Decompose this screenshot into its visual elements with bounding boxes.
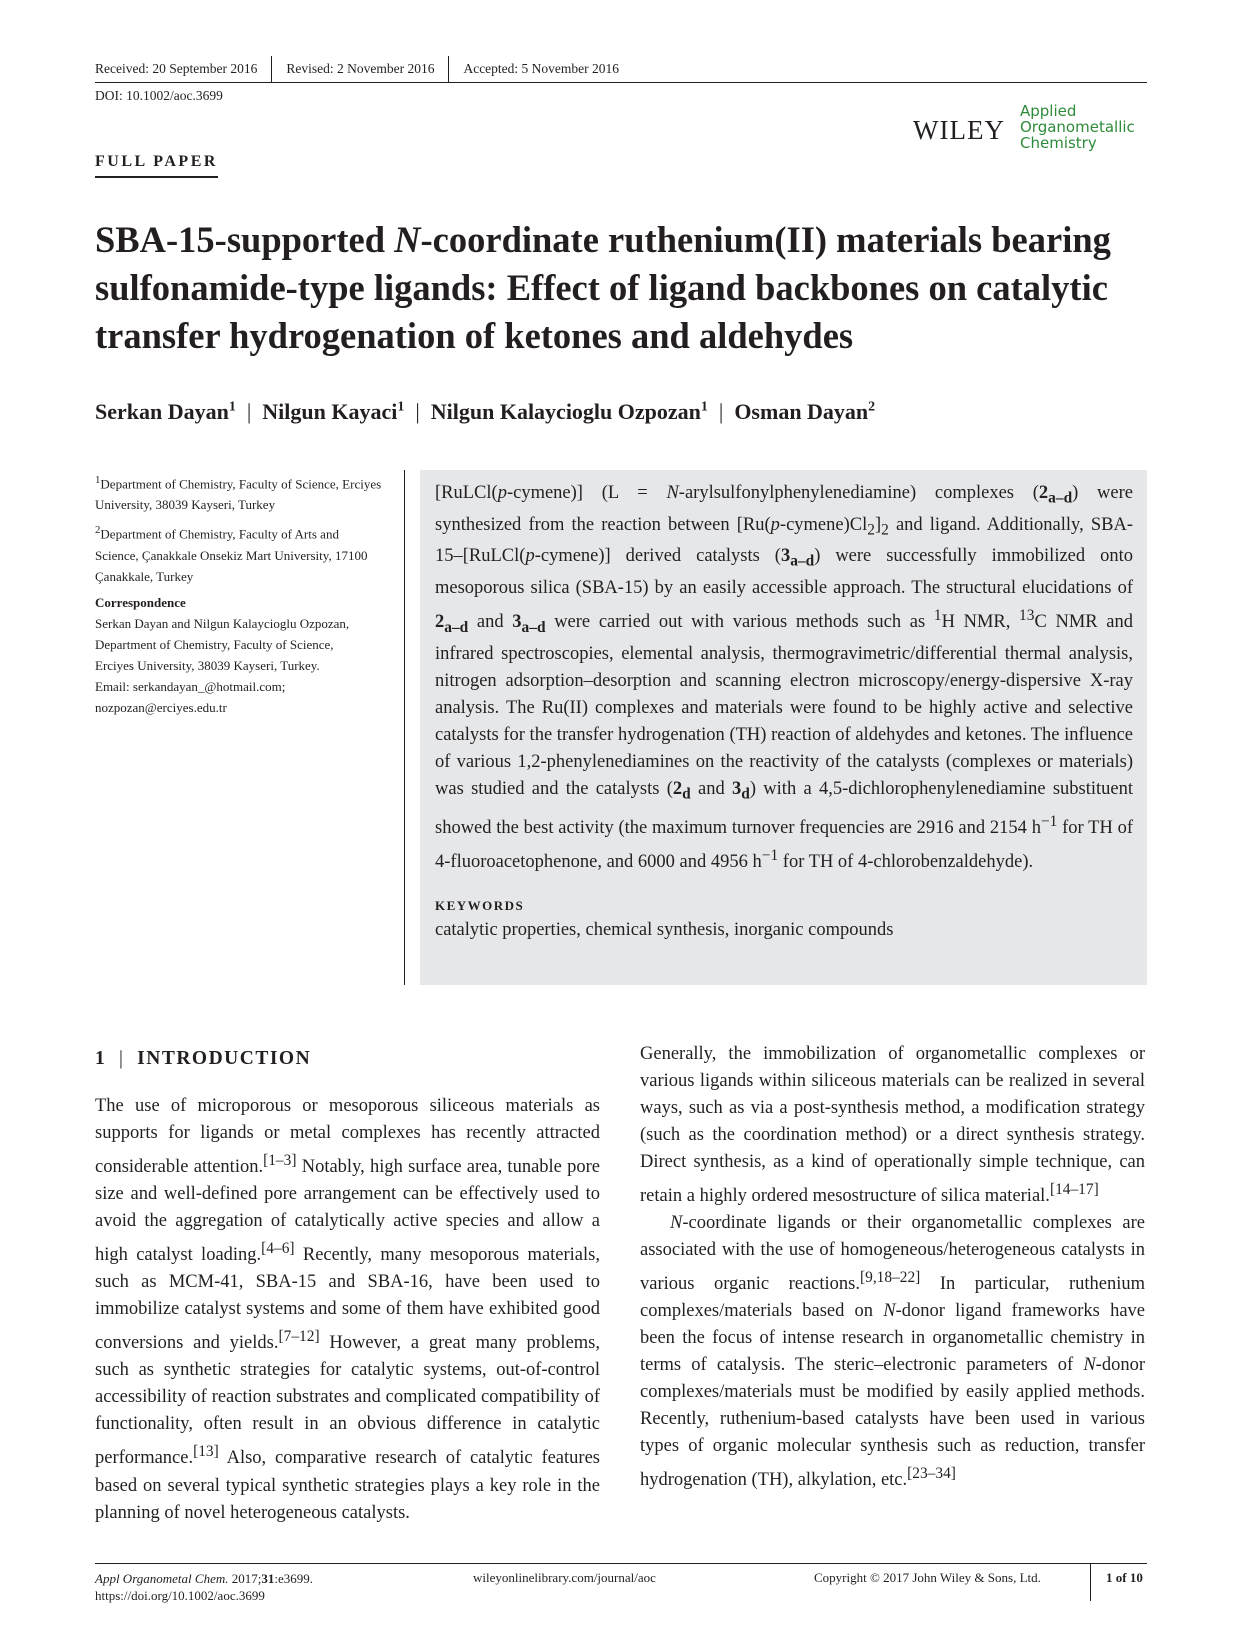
title-part: SBA-15-supported (95, 219, 395, 260)
citation: [7–12] (278, 1328, 320, 1346)
author-affil-ref: 1 (397, 399, 405, 415)
affil-num: 2 (95, 524, 101, 537)
journal-line-3: Chemistry (1020, 134, 1097, 152)
author-affil-ref: 2 (868, 399, 876, 415)
citation: [4–6] (261, 1240, 295, 1258)
author-name: Nilgun Kayaci (262, 399, 398, 424)
affil-text: Department of Chemistry, Faculty of Arts and Science, Çanakkale Onsekiz Mart University, 17100 Çanakkale, Turkey (95, 526, 368, 584)
correspondence-line: Erciyes University, 38039 Kayseri, Turkey. (95, 657, 320, 673)
journal-logo (913, 101, 1153, 157)
journal-name (1020, 103, 1135, 151)
affiliation-2 (95, 520, 385, 586)
author-name: Osman Dayan (734, 399, 869, 424)
citation-footer: Appl Organometal Chem. 2017;31:e3699. https://doi.org/10.1002/aoc.3699 (95, 1571, 313, 1603)
correspondence-line: Department of Chemistry, Faculty of Science, (95, 636, 334, 652)
footer-divider (1090, 1563, 1091, 1601)
author-affil-ref: 1 (228, 399, 236, 415)
title-italic: N (394, 219, 421, 260)
correspondence-line: Serkan Dayan and Nilgun Kalaycioglu Ozpozan, (95, 615, 350, 631)
correspondence-heading: Correspondence (95, 594, 186, 610)
journal-site-link[interactable]: wileyonlinelibrary.com/journal/aoc (473, 1570, 656, 1585)
section-title: INTRODUCTION (137, 1048, 312, 1069)
keywords: catalytic properties, chemical synthesis, inorganic compounds (435, 919, 894, 940)
doi-link[interactable]: https://doi.org/10.1002/aoc.3699 (95, 1588, 265, 1603)
footer-rule (95, 1563, 1147, 1564)
author-name: Nilgun Kalaycioglu Ozpozan (430, 399, 701, 424)
affil-text: Department of Chemistry, Faculty of Science, Erciyes University, 38039 Kayseri, Turkey (95, 476, 382, 513)
author-list (95, 399, 875, 425)
author-name: Serkan Dayan (95, 399, 229, 424)
citation: [23–34] (907, 1465, 956, 1483)
paragraph: N-coordinate ligands or their organometallic complexes are associated with the use of homogeneous/heterogeneous catalysts in various organic reactions.[9,18–22] In particular, ruthenium complexes/materials based on N-donor ligand frameworks have been the focus of intense research in organometallic chemistry in terms of catalysis. The steric–electronic parameters of N-donor complexes/materials must be modified by easily applied methods. Recently, ruthenium-based catalysts have been used in various types of organic molecular synthesis such as reduction, transfer hydrogenation (TH), alkylation, etc.[23–34] (640, 1213, 1146, 1491)
dates-bar (95, 56, 1147, 83)
section-separator: | (119, 1048, 125, 1069)
author-separator: | (246, 399, 252, 424)
citation: [1–3] (263, 1152, 297, 1169)
accepted-date: Accepted: 5 November 2016 (463, 61, 620, 76)
body-column-right (640, 1041, 1145, 1494)
page-number: 1 of 10 (1106, 1570, 1143, 1585)
affil-num: 1 (95, 474, 101, 486)
paper-title (95, 216, 1155, 360)
correspondence-email: Email: serkandayan_@hotmail.com; (95, 678, 286, 694)
section-number: 1 (95, 1048, 107, 1069)
copyright: Copyright © 2017 John Wiley & Sons, Ltd. (814, 1570, 1041, 1585)
divider-line (404, 470, 405, 985)
paragraph: Generally, the immobilization of organometallic complexes or various ligands within siliceous materials can be realized in several ways, such as via a post-synthesis method, a modification strategy (such as the coordination method) or a direct synthesis strategy. Direct synthesis, as a kind of operationally simple technique, can retain a highly ordered mesostructure of silica material.[14–17] (640, 1044, 1145, 1207)
citation: [14–17] (1049, 1181, 1099, 1198)
abstract-text: [RuLCl(p-cymene)] (L = N-arylsulfonylphenylenediamine) complexes $(2_{a-d})$ were synthesized from the reaction between $[Ru(p-cymene)Cl_2]_2$ and ligand. Additionally, SBA-15–[RuLCl(p-cymene)] derived catalysts $(3_{a-d})$ were successfully immobilized onto mesoporous silica (SBA-15) by an easily accessible approach. The structural elucidations of $2_{a-d}$ and $3_{a-d}$ were carried out with various methods such as $^1$H NMR, $^{13}$C NMR and infrared spectroscopies, elemental analysis, thermogravimetric/differential thermal analysis, nitrogen adsorption–desorption and scanning electron microscopy/energy-dispersive X-ray analysis. The Ru(II) complexes and materials were found to be highly active and selective catalysts for the transfer hydrogenation (TH) reaction of aldehydes and ketones. The influence of various 1,2-phenylenediamines on the reactivity of the catalysts (complexes or materials) was studied and the catalysts ($2_d$ and $3_d$) with a 4,5-dichlorophenylenediamine substituent showed the best activity (the maximum turnover frequencies are 2916 and 2154 $h^{-1}$ for TH of 4-fluoroacetophenone, and 6000 and 4956 $h^{-1}$ for TH of 4-chlorobenzaldehyde). (435, 483, 1134, 872)
citation: [13] (193, 1443, 219, 1461)
author-separator: | (718, 399, 724, 424)
paragraph: The use of microporous or mesoporous siliceous materials as supports for ligands or metal complexes has recently attracted considerable attention.[1–3] Notably, high surface area, tunable pore size and well-defined pore arrangement can be effectively used to avoid the aggregation of catalytically active species and allow a high catalyst loading.[4–6] Recently, many mesoporous materials, such as MCM-41, SBA-15 and SBA-16, have been used to immobilize catalyst systems and some of them have exhibited good conversions and yields.[7–12] However, a great many problems, such as synthetic strategies for catalytic systems, out-of-control accessibility of reaction substrates and complicated compatibility of functionality, often result in an obvious difference in catalytic performance.[13] Also, comparative research of catalytic features based on several typical synthetic strategies plays a key role in the planning of novel heterogeneous catalysts. (95, 1096, 601, 1523)
correspondence-email: nozpozan@erciyes.edu.tr (95, 699, 227, 715)
citation: [9,18–22] (859, 1269, 921, 1287)
revised-date: Revised: 2 November 2016 (286, 56, 449, 82)
article-type: FULL PAPER (95, 153, 218, 178)
affiliation-1 (95, 470, 385, 515)
publisher-logo: WILEY (913, 115, 1005, 145)
journal-line-2: Organometallic (1020, 118, 1135, 136)
body-column-left (95, 1093, 600, 1527)
doi: DOI: 10.1002/aoc.3699 (95, 88, 223, 103)
section-heading (95, 1048, 311, 1070)
journal-line-1: Applied (1020, 102, 1077, 120)
author-affil-ref: 1 (700, 399, 708, 415)
author-separator: | (415, 399, 420, 424)
received-date: Received: 20 September 2016 (95, 56, 272, 82)
title-part: -coordinate ruthenium(II) materials bearing sulfonamide-type ligands: Effect of ligand backbones on catalytic transfer hydrogenation of ketones and aldehydes (95, 219, 1111, 356)
affiliations (95, 470, 385, 718)
abstract-box (420, 470, 1147, 985)
keywords-heading: KEYWORDS (435, 897, 525, 913)
journal-abbrev: Appl Organometal Chem. (95, 1571, 229, 1586)
